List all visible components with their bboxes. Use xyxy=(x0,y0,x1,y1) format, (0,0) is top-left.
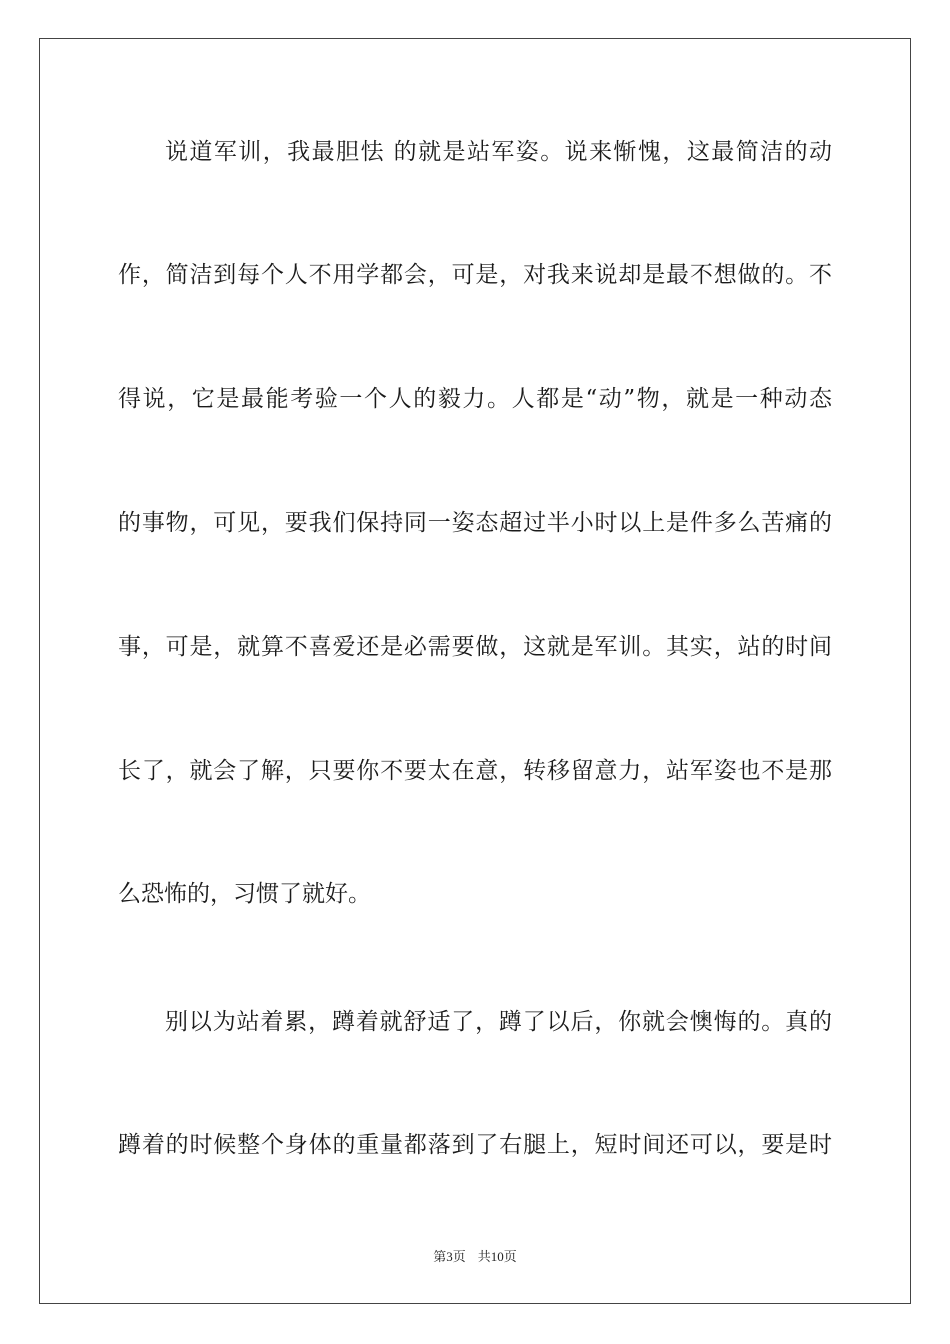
page-total: 共10页 xyxy=(477,1249,517,1264)
paragraph-line: 蹲着的时候整个身体的重量都落到了右腿上，短时间还可以，要是时 xyxy=(118,1132,832,1158)
paragraph-line: 说道军训，我最胆怯 的就是站军姿。说来惭愧，这最简洁的动 xyxy=(165,139,832,165)
paragraph-line: 事，可是，就算不喜爱还是必需要做，这就是军训。其实，站的时间 xyxy=(118,634,832,660)
paragraph-line: 得说，它是最能考验一个人的毅力。人都是“动”物，就是一种动态 xyxy=(118,386,832,412)
page-number: 第3页 xyxy=(433,1249,466,1264)
paragraph-line: 的事物，可见，要我们保持同一姿态超过半小时以上是件多么苦痛的 xyxy=(118,510,832,536)
paragraph-line: 别以为站着累，蹲着就舒适了，蹲了以后，你就会懊悔的。真的 xyxy=(165,1009,832,1035)
page-frame xyxy=(39,38,911,1304)
paragraph-line: 作，简洁到每个人不用学都会，可是，对我来说却是最不想做的。不 xyxy=(118,262,832,288)
page-footer xyxy=(0,1248,950,1266)
paragraph-line: 么恐怖的，习惯了就好。 xyxy=(118,881,371,907)
paragraph-line: 长了，就会了解，只要你不要太在意，转移留意力，站军姿也不是那 xyxy=(118,758,832,784)
